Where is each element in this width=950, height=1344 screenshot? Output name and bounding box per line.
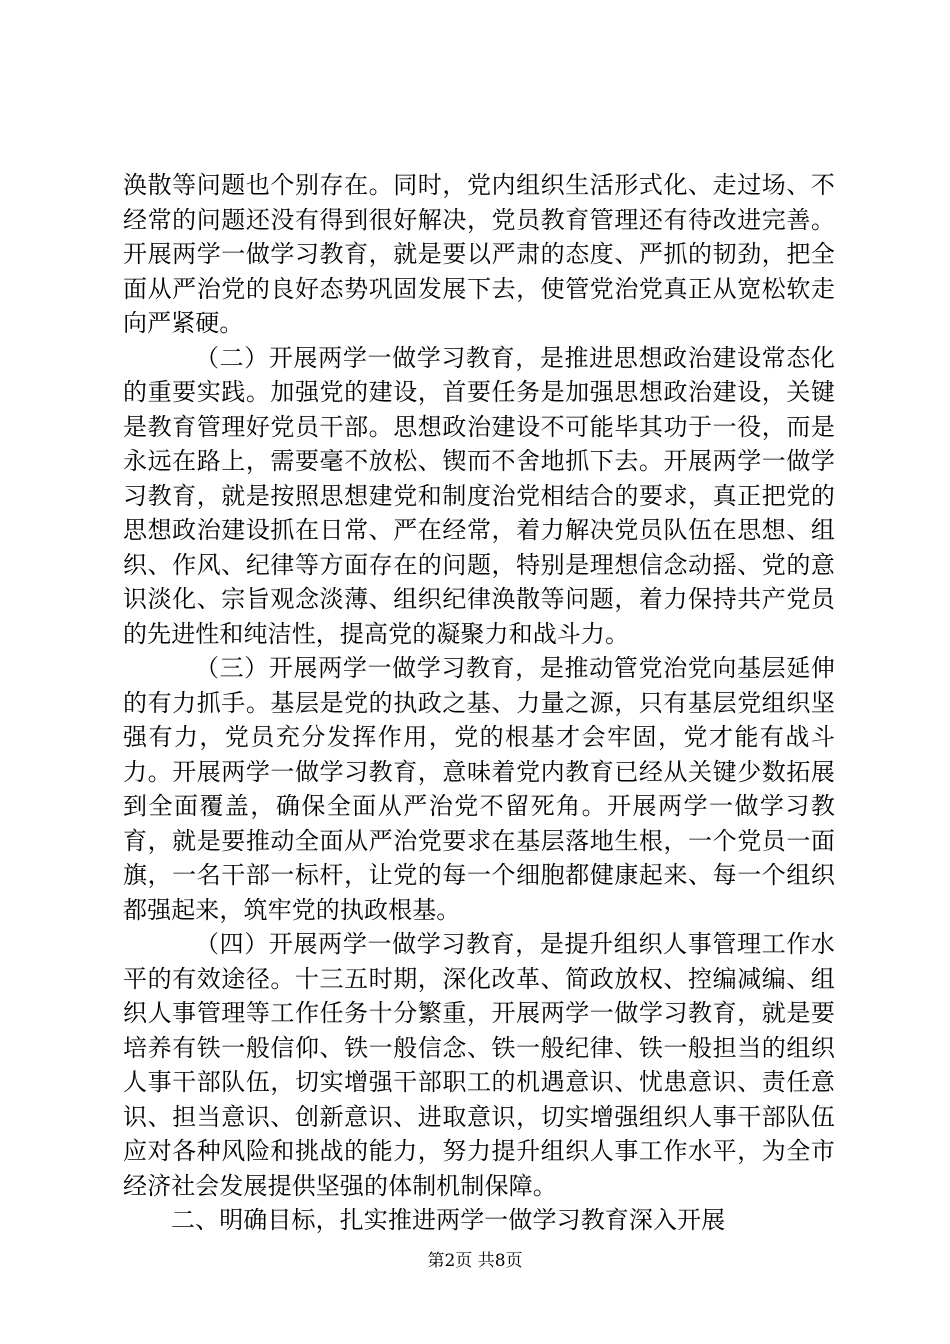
- paragraph-section-four: （四）开展两学一做学习教育，是提升组织人事管理工作水平的有效途径。十三五时期，深化改革、简政放权、控编减编、组织人事管理等工作任务十分繁重，开展两学一做学习教育，就是要培养有铁一般信仰、铁一般信念、铁一般纪律、铁一般担当的组织人事干部队伍，切实增强干部职工的机遇意识、忧患意识、责任意识、担当意识、创新意识、进取意识，切实增强组织人事干部队伍应对各种风险和挑战的能力，努力提升组织人事工作水平，为全市经济社会发展提供坚强的体制机制保障。: [123, 930, 835, 1200]
- page-footer: 第2页 共8页: [427, 1251, 523, 1271]
- document-body: [123, 168, 835, 1238]
- paragraph-section-three: （三）开展两学一做学习教育，是推动管党治党向基层延伸的有力抓手。基层是党的执政之基、力量之源，只有基层党组织坚强有力，党员充分发挥作用，党的根基才会牢固，党才能有战斗力。开展两学一做学习教育，意味着党内教育已经从关键少数拓展到全面覆盖，确保全面从严治党不留死角。开展两学一做学习教育，就是要推动全面从严治党要求在基层落地生根，一个党员一面旗，一名干部一标杆，让党的每一个细胞都健康起来、每一个组织都强起来，筑牢党的执政根基。: [123, 654, 835, 924]
- section-heading: 二、明确目标，扎实推进两学一做学习教育深入开展: [171, 1206, 726, 1234]
- paragraph-section-two: （二）开展两学一做学习教育，是推进思想政治建设常态化的重要实践。加强党的建设，首要任务是加强思想政治建设，关键是教育管理好党员干部。思想政治建设不可能毕其功于一役，而是永远在路上，需要毫不放松、锲而不舍地抓下去。开展两学一做学习教育，就是按照思想建党和制度治党相结合的要求，真正把党的思想政治建设抓在日常、严在经常，着力解决党员队伍在思想、组织、作风、纪律等方面存在的问题，特别是理想信念动摇、党的意识淡化、宗旨观念淡薄、组织纪律涣散等问题，着力保持共产党员的先进性和纯洁性，提高党的凝聚力和战斗力。: [123, 343, 835, 648]
- paragraph-continuation: 涣散等问题也个别存在。同时，党内组织生活形式化、走过场、不经常的问题还没有得到很好解决，党员教育管理还有待改进完善。开展两学一做学习教育，就是要以严肃的态度、严抓的韧劲，把全面从严治党的良好态势巩固发展下去，使管党治党真正从宽松软走向严紧硬。: [123, 171, 835, 337]
